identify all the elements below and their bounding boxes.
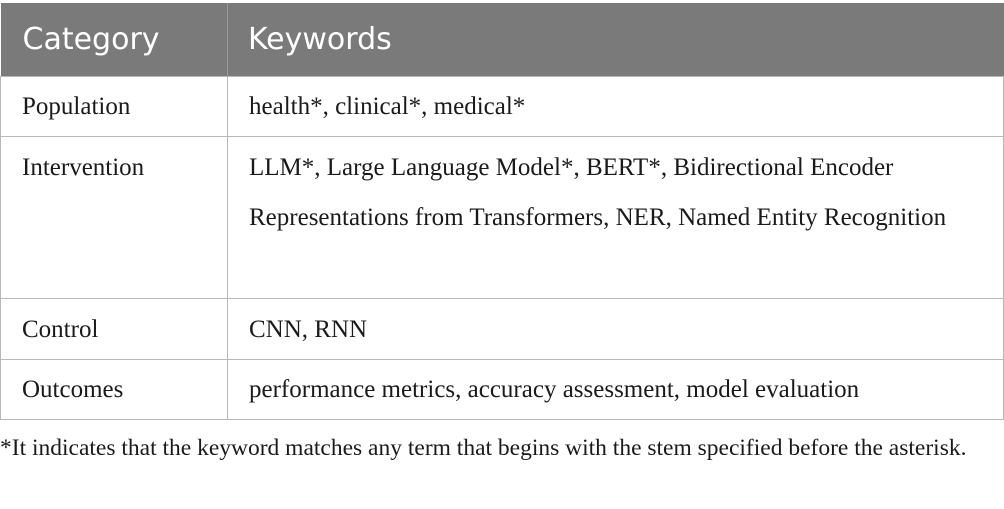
row-keywords: health*, clinical*, medical*: [228, 76, 1004, 136]
keywords-table: [0, 3, 1004, 420]
table-header: [1, 3, 1004, 76]
table-row: [1, 298, 1004, 359]
header-row: [1, 3, 1004, 76]
row-category: Intervention: [1, 136, 228, 298]
table-row: [1, 136, 1004, 298]
table-body: [1, 76, 1004, 419]
row-category: Control: [1, 298, 228, 359]
table-row: [1, 359, 1004, 419]
row-keywords: performance metrics, accuracy assessment, model evaluation: [228, 359, 1004, 419]
table-footnote: *It indicates that the keyword matches any term that begins with the stem specified before the asterisk.: [0, 435, 967, 461]
row-keywords: LLM*, Large Language Model*, BERT*, Bidirectional Encoder Representations from Transformers, NER, Named Entity Recognition: [228, 136, 1004, 298]
keywords-table-container: [0, 3, 1003, 420]
header-category: Category: [1, 3, 228, 76]
row-keywords: CNN, RNN: [228, 298, 1004, 359]
table-row: [1, 76, 1004, 136]
row-category: Population: [1, 76, 228, 136]
header-keywords: Keywords: [228, 3, 1004, 76]
row-category: Outcomes: [1, 359, 228, 419]
